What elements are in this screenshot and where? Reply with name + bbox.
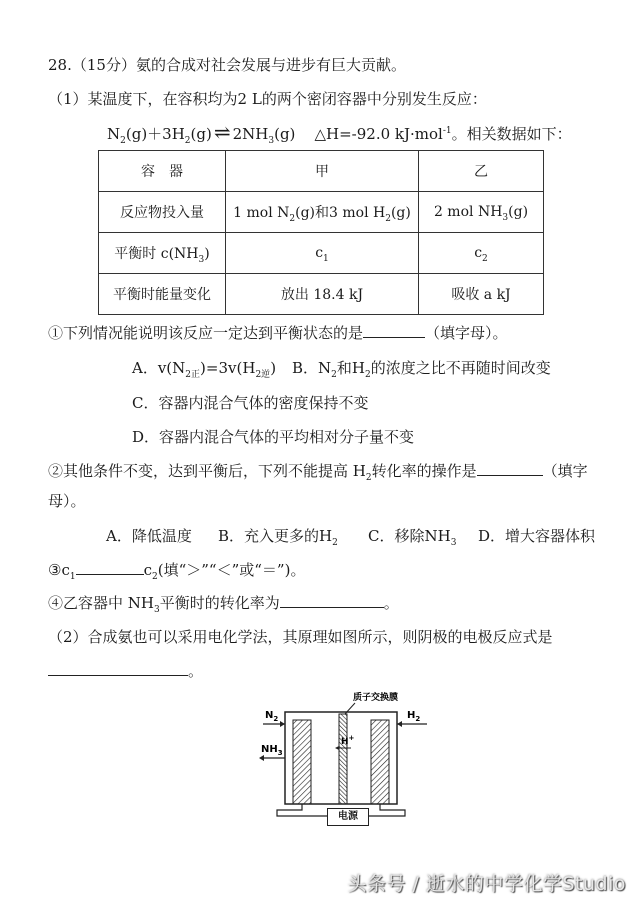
table-row [99, 274, 544, 315]
watermark: 头条号 / 逝水的中学化学Studio [347, 873, 626, 895]
part2-answer-line: 。 [48, 661, 203, 681]
part2-question: （2）合成氨也可以采用电化学法，其原理如图所示，则阴极的电极反应式是 [48, 628, 553, 646]
nh3-label: $NH_3$ [261, 744, 283, 757]
q1-option-c: C．容器内混合气体的密度保持不变 [132, 394, 369, 412]
table-header-cell: 乙 [419, 151, 544, 192]
q1-option-d: D．容器内混合气体的平均相对分子量不变 [132, 428, 415, 446]
question-3: $③c_1$ $c_2$(填“＞”“＜”或“＝”)。 [48, 561, 306, 582]
power-supply-label: 电源 [338, 811, 358, 822]
question-2-cont: 母）。 [48, 492, 86, 510]
table-row [99, 192, 544, 233]
question-2: ②其他条件不变，达到平衡后，下列不能提高 $H_2$转化率的操作是 （填字 [48, 462, 588, 483]
question-1: ①下列情况能说明该反应一定达到平衡状态的是 （填字母）。 [48, 324, 508, 342]
table-header-cell: 容 器 [99, 151, 226, 192]
table-cell: 1 mol $N_2(g)$和3 mol $H_2(g)$ [226, 192, 419, 233]
proton-exchange-membrane [339, 714, 347, 804]
part1-intro: （1）某温度下，在容积均为2 L的两个密闭容器中分别发生反应： [48, 90, 487, 108]
q2-option-b: B．充入更多的$H_2$ [218, 527, 338, 548]
table-header-row [99, 151, 544, 192]
table-header-cell: 甲 [226, 151, 419, 192]
answer-blank [477, 461, 543, 476]
hplus-label: H+ [341, 734, 355, 747]
table-cell: 2 mol $NH_3(g)$ [419, 192, 544, 233]
table-cell: 放出 18.4 kJ [226, 274, 419, 315]
answer-blank [280, 593, 384, 608]
left-wire [277, 804, 329, 816]
answer-blank [363, 323, 425, 338]
table-cell: 平衡时能量变化 [99, 274, 226, 315]
right-wire [365, 804, 405, 816]
n2-label: $N_2$ [265, 710, 279, 723]
power-supply [327, 808, 369, 826]
q1-option-a: A．$v(N_{2正})=3v(H_{2逆})$ [132, 359, 277, 380]
table-row [99, 233, 544, 274]
data-table [98, 150, 544, 315]
arrowhead [259, 755, 264, 761]
anode-electrode [293, 720, 311, 804]
answer-blank [48, 661, 188, 676]
table-cell: $c_2$ [419, 233, 544, 274]
question-header: 28.（15分）氨的合成对社会发展与进步有巨大贡献。 [48, 56, 406, 74]
q2-option-a: A．降低温度 [106, 527, 192, 545]
q2-option-d: D．增大容器体积 [478, 527, 596, 545]
q2-option-c: C．移除$NH_3$ [368, 527, 457, 548]
answer-blank [76, 560, 144, 575]
electrochemical-cell-diagram [255, 688, 435, 818]
arrowhead [335, 746, 339, 750]
cathode-electrode [371, 720, 389, 804]
table-cell: 吸收 a kJ [419, 274, 544, 315]
question-4: ④乙容器中 $NH_3$平衡时的转化率为 。 [48, 594, 399, 615]
table-cell: 反应物投入量 [99, 192, 226, 233]
q1-option-b: B．$N_2$和$H_2$的浓度之比不再随时间改变 [292, 359, 551, 380]
table-cell: $c_1$ [226, 233, 419, 274]
h2-label: $H_2$ [407, 710, 421, 723]
table-cell: 平衡时 $c(NH_3)$ [99, 233, 226, 274]
reaction-equation: $N_2(g)+3H_2(g)$ ⇌ $2NH_3(g)$ △H=-92.0 kJ·mol$^{-1}$。相关数据如下： [107, 120, 572, 146]
membrane-label: 质子交换膜 [353, 693, 399, 703]
